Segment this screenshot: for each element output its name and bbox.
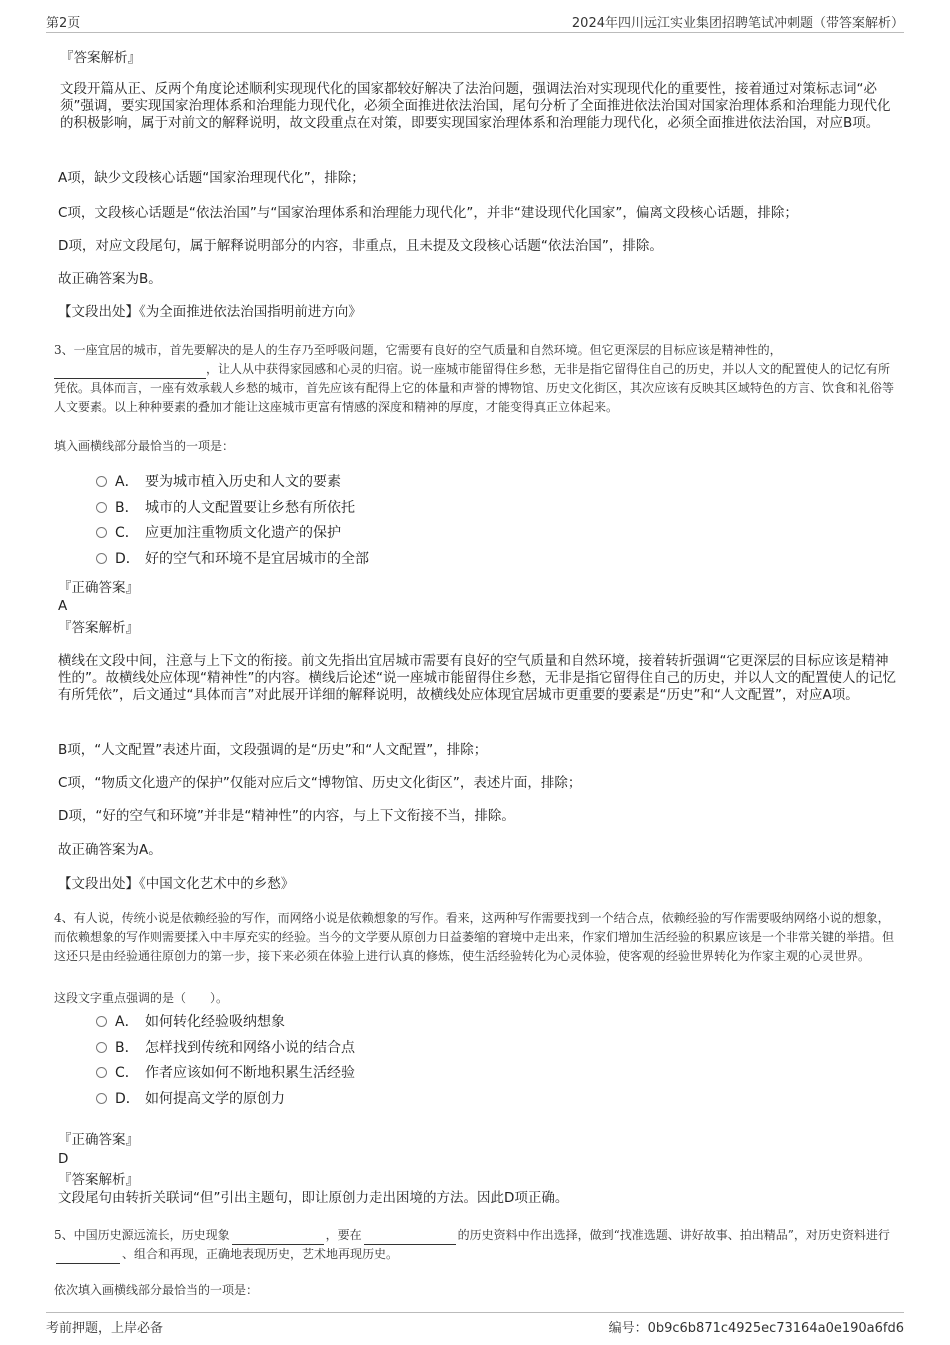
q5-blank-2 — [364, 1230, 456, 1245]
footer-code-label: 编号： — [608, 1321, 648, 1336]
q4-option-d[interactable] — [96, 1089, 285, 1109]
radio-icon[interactable] — [96, 1016, 107, 1027]
q3-correct-answer: A — [58, 598, 68, 614]
radio-icon[interactable] — [96, 1067, 107, 1078]
option-text: 如何提高文学的原创力 — [145, 1091, 285, 1107]
q3-prompt: 填入画横线部分最恰当的一项是： — [54, 439, 235, 453]
option-letter: A． — [115, 474, 139, 490]
option-letter: D． — [115, 1091, 140, 1107]
q3-analysis-label: 『答案解析』 — [58, 620, 139, 636]
q2-note-a: A项，缺少文段核心话题“国家治理现代化”，排除； — [58, 170, 365, 186]
option-letter: D． — [115, 551, 140, 567]
q3-analysis-text: 横线在文段中间，注意与上下文的衔接。前文先指出宜居城市需要有良好的空气质量和自然环境，接着转折强调“它更深层的目标应该是精神性的”。故横线处应体现“精神性”的内容。横线后论述“说一座城市能留得住乡愁，无非是指它留得住自己的历史，并以人文的配置使人的记忆有所凭依”，后文通过“具体而言”对此展开详细的解释说明，故横线处应体现宜居城市更重要的要素是“历史”和“人文配置”，对应A项。 — [58, 653, 896, 703]
q3-correct-label: 『正确答案』 — [58, 580, 139, 596]
page-footer — [46, 1312, 904, 1335]
page-header — [46, 12, 904, 33]
q3-option-c[interactable] — [96, 523, 341, 543]
q5-stem — [54, 1226, 896, 1264]
q2-source: 【文段出处】《为全面推进依法治国指明前进方向》 — [58, 304, 362, 320]
radio-icon[interactable] — [96, 1042, 107, 1053]
option-letter: B． — [115, 1040, 139, 1056]
q2-note-d: D项，对应文段尾句，属于解释说明部分的内容，非重点，且未提及文段核心话题“依法治国”，排除。 — [58, 238, 663, 254]
q4-stem: 4、有人说，传统小说是依赖经验的写作，而网络小说是依赖想象的写作。看来，这两种写作需要找到一个结合点，依赖经验的写作需要吸纳网络小说的想象，而依赖想象的写作则需要揉入中丰厚充实的经验。当今的文学要从原创力日益萎缩的窘境中走出来，作家们增加生活经验的积累应该是一个非常关键的举措。但这还只是由经验通往原创力的第一步，接下来必须在体验上进行认真的修炼，使生活经验转化为心灵体验，使客观的经验世界转化为作家主观的心灵世界。 — [54, 911, 895, 963]
q4-correct-answer: D — [58, 1151, 69, 1167]
page-number: 第2页 — [46, 16, 81, 31]
option-text: 城市的人文配置要让乡愁有所依托 — [145, 500, 355, 516]
q4-option-a[interactable] — [96, 1012, 285, 1032]
q3-stem-after: ，让人从中获得家园感和心灵的归宿。说一座城市能留得住乡愁，无非是指它留得住自己的历史，并以人文的配置使人的记忆有所凭依。具体而言，一座有效承载人乡愁的城市，首先应该有配得上它的体量和声誉的博物馆、历史文化街区，其次应该有反映其区域特色的方言、饮食和礼俗等人文要素。以上种种要素的叠加才能让这座城市更富有情感的深度和精神的厚度，才能变得真正立体起来。 — [54, 362, 895, 414]
q3-option-a[interactable] — [96, 472, 341, 492]
q4-option-b[interactable] — [96, 1038, 355, 1058]
q2-note-c: C项，文段核心话题是“依法治国”与“国家治理体系和治理能力现代化”，并非“建设现代化国家”，偏离文段核心话题，排除； — [58, 205, 798, 221]
q3-note-c: C项，“物质文化遗产的保护”仅能对应后文“博物馆、历史文化街区”，表述片面，排除； — [58, 775, 582, 791]
q3-option-d[interactable] — [96, 549, 369, 569]
q3-conclusion: 故正确答案为A。 — [58, 842, 162, 858]
q4-analysis-label: 『答案解析』 — [58, 1172, 139, 1188]
q2-analysis-text: 文段开篇从正、反两个角度论述顺利实现现代化的国家都较好解决了法治问题，强调法治对实现现代化的重要性，接着通过对策标志词“必须”强调，要实现国家治理体系和治理能力现代化，必须全面推进依法治国，尾句分析了全面推进依法治国对国家治理体系和治理能力现代化的积极影响，属于对前文的解释说明，故文段重点在对策，即要实现国家治理体系和治理能力现代化，必须全面推进依法治国，对应B项。 — [60, 81, 891, 131]
footer-slogan: 考前押题，上岸必备 — [46, 1321, 164, 1336]
radio-icon[interactable] — [96, 527, 107, 538]
option-text: 要为城市植入历史和人文的要素 — [145, 474, 341, 490]
radio-icon[interactable] — [96, 502, 107, 513]
radio-icon[interactable] — [96, 553, 107, 564]
q5-stem-part: 的历史资料中作出选择，做到“找准选题、讲好故事、拍出精品”，对历史资料进行 — [457, 1228, 890, 1242]
q4-analysis-text: 文段尾句由转折关联词“但”引出主题句，即让原创力走出困境的方法。因此D项正确。 — [58, 1190, 569, 1206]
q3-note-d: D项，“好的空气和环境”并非是“精神性”的内容，与上下文衔接不当，排除。 — [58, 808, 515, 824]
q5-stem-part: 、组合和再现，正确地表现历史，艺术地再现历史。 — [122, 1247, 399, 1261]
option-letter: C． — [115, 525, 139, 541]
q3-note-b: B项，“人文配置”表述片面，文段强调的是“历史”和“人文配置”，排除； — [58, 742, 488, 758]
q3-blank — [54, 364, 206, 379]
q4-option-c[interactable] — [96, 1063, 355, 1083]
option-letter: C． — [115, 1065, 139, 1081]
option-letter: B． — [115, 500, 139, 516]
q5-blank-3 — [56, 1249, 120, 1264]
footer-code — [609, 1317, 904, 1336]
q5-blank-1 — [232, 1230, 324, 1245]
q2-analysis-label: 『答案解析』 — [60, 50, 141, 66]
option-letter: A． — [115, 1014, 139, 1030]
q3-stem-before: 3、一座宜居的城市，首先要解决的是人的生存乃至呼吸问题，它需要有良好的空气质量和自然环境。但它更深层的目标应该是精神性的， — [54, 343, 782, 357]
radio-icon[interactable] — [96, 476, 107, 487]
option-text: 如何转化经验吸纳想象 — [145, 1014, 285, 1030]
option-text: 好的空气和环境不是宜居城市的全部 — [145, 551, 369, 567]
radio-icon[interactable] — [96, 1093, 107, 1104]
option-text: 应更加注重物质文化遗产的保护 — [145, 525, 341, 541]
q4-prompt: 这段文字重点强调的是（ ）。 — [54, 991, 229, 1005]
option-text: 作者应该如何不断地积累生活经验 — [145, 1065, 355, 1081]
q5-stem-part: 5、中国历史源远流长，历史现象 — [54, 1228, 230, 1242]
q2-conclusion: 故正确答案为B。 — [58, 271, 162, 287]
q5-prompt: 依次填入画横线部分最恰当的一项是： — [54, 1283, 259, 1297]
option-text: 怎样找到传统和网络小说的结合点 — [145, 1040, 355, 1056]
q3-option-b[interactable] — [96, 498, 355, 518]
q3-stem — [54, 341, 896, 417]
document-title: 2024年四川远江实业集团招聘笔试冲刺题（带答案解析） — [571, 16, 904, 31]
q3-source: 【文段出处】《中国文化艺术中的乡愁》 — [58, 876, 295, 892]
footer-code-value: 0b9c6b871c4925ec73164a0e190a6fd6 — [647, 1321, 904, 1336]
q4-correct-label: 『正确答案』 — [58, 1132, 139, 1148]
q5-stem-part: ，要在 — [325, 1228, 362, 1242]
